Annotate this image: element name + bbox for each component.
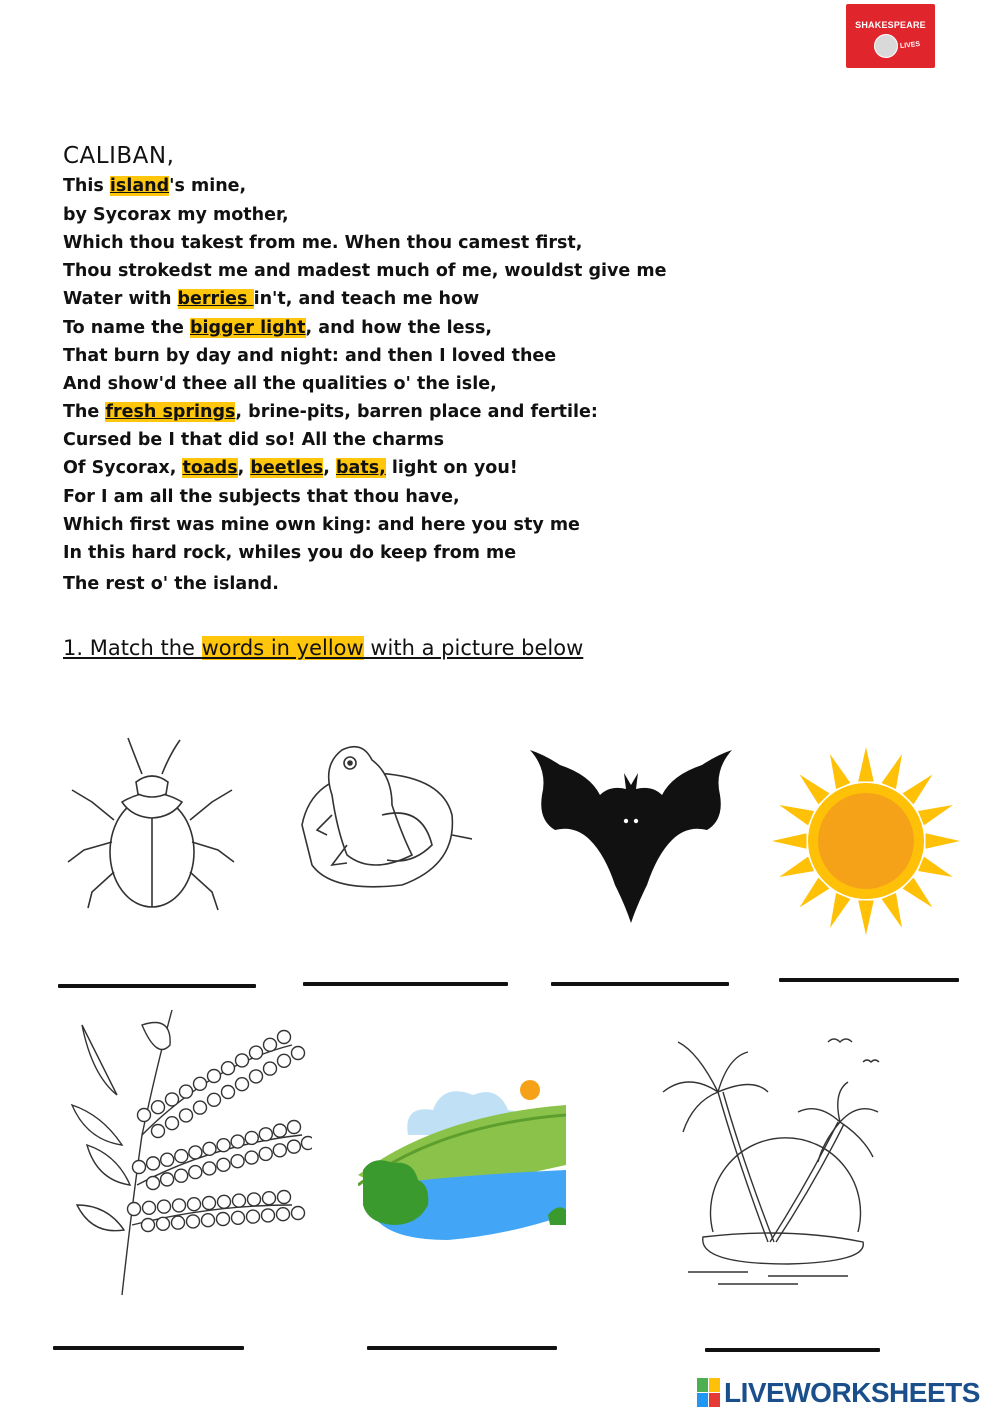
berry — [161, 1153, 174, 1166]
berry — [161, 1173, 174, 1186]
answer-line[interactable] — [58, 984, 256, 988]
poem-text-segment: And show'd thee all the qualities o' the isle, — [63, 374, 497, 394]
sun-ray — [903, 775, 933, 805]
spring-landscape-icon — [358, 1075, 566, 1250]
berry — [278, 1031, 291, 1044]
berry — [288, 1121, 301, 1134]
berry — [158, 1200, 171, 1213]
poem-text-segment: Thou strokedst me and madest much of me, wouldst give me — [63, 261, 667, 281]
answer-line[interactable] — [779, 978, 959, 982]
poem-text-segment: , and how the less, — [305, 318, 493, 338]
berry — [273, 1144, 286, 1157]
berry — [128, 1203, 141, 1216]
highlighted-word: bigger light — [189, 318, 306, 338]
berry — [180, 1109, 193, 1122]
poem-text-segment: , brine-pits, barren place and fertile: — [235, 402, 598, 422]
berry — [245, 1151, 258, 1164]
instruction-after: with a picture below — [363, 636, 584, 660]
sun-ray — [830, 754, 850, 789]
berry — [263, 1192, 276, 1205]
poem-text-segment: Cursed be I that did so! All the charms — [63, 430, 445, 450]
poem-text-segment: 's mine, — [169, 176, 247, 196]
sun-ray — [918, 805, 953, 825]
berry — [231, 1155, 244, 1168]
poem-text-segment: To name the — [63, 318, 190, 338]
berry — [277, 1208, 290, 1221]
poem-line — [63, 430, 444, 450]
poem-text-segment: in't, and teach me how — [253, 289, 480, 309]
berry — [203, 1142, 216, 1155]
poem-line — [63, 176, 246, 196]
poem-text-segment: Which first was mine own king: and here you sty me — [63, 515, 580, 535]
berry — [189, 1146, 202, 1159]
beetle-icon — [62, 732, 242, 922]
poem-line — [63, 543, 516, 563]
berry — [203, 1162, 216, 1175]
berry — [222, 1062, 235, 1075]
berry — [264, 1062, 277, 1075]
berry — [138, 1109, 151, 1122]
answer-line[interactable] — [705, 1348, 880, 1352]
berry — [208, 1093, 221, 1106]
berry — [217, 1158, 230, 1171]
sun-ray — [918, 857, 953, 877]
berry — [259, 1147, 272, 1160]
poem-line — [63, 515, 580, 535]
berry — [142, 1219, 155, 1232]
berry — [133, 1161, 146, 1174]
highlighted-word: fresh springs — [105, 402, 236, 422]
berry — [175, 1169, 188, 1182]
berry — [259, 1128, 272, 1141]
berry — [194, 1077, 207, 1090]
sun-ray — [858, 900, 874, 935]
berry — [166, 1093, 179, 1106]
poem-text-segment: In this hard rock, whiles you do keep from me — [63, 543, 517, 563]
poem-line — [63, 205, 289, 225]
sun-ray — [800, 878, 830, 908]
berry — [273, 1124, 286, 1137]
instruction-highlight: words in yellow — [201, 636, 364, 660]
poem-line — [63, 346, 556, 366]
sun-ray — [772, 833, 807, 849]
berry — [292, 1207, 305, 1220]
liveworksheets-logo-icon — [697, 1378, 721, 1408]
berry — [217, 1213, 230, 1226]
poem-text-segment: , — [323, 458, 337, 478]
shakespeare-portrait-icon — [874, 34, 898, 58]
poem-text-segment: Which thou takest from me. When thou camest first, — [63, 233, 583, 253]
berry — [172, 1216, 185, 1229]
berry — [302, 1137, 313, 1150]
poem-text-segment: Of Sycorax, — [63, 458, 183, 478]
berry — [147, 1157, 160, 1170]
berry — [208, 1070, 221, 1083]
poem-text-segment: light on you! — [385, 458, 518, 478]
answer-line[interactable] — [303, 982, 508, 986]
poem-text-segment: by Sycorax my mother, — [63, 205, 289, 225]
poem-text-segment: That burn by day and night: and then I loved thee — [63, 346, 557, 366]
berry — [232, 1211, 245, 1224]
sun-ray — [858, 747, 874, 782]
sun-icon — [770, 745, 962, 937]
sun-ray — [779, 805, 814, 825]
frog-icon — [292, 735, 472, 895]
berry — [187, 1215, 200, 1228]
answer-line[interactable] — [53, 1346, 244, 1350]
berry — [189, 1166, 202, 1179]
sun-ray — [925, 833, 960, 849]
berry — [217, 1139, 230, 1152]
berry — [247, 1210, 260, 1223]
berry — [236, 1054, 249, 1067]
berry — [194, 1101, 207, 1114]
instruction-text — [63, 636, 583, 660]
answer-line[interactable] — [367, 1346, 557, 1350]
berry — [152, 1125, 165, 1138]
berry — [180, 1085, 193, 1098]
berry — [202, 1214, 215, 1227]
berry — [147, 1177, 160, 1190]
highlighted-word: beetles — [250, 458, 324, 478]
highlighted-word: bats, — [336, 458, 386, 478]
poem-line — [63, 458, 518, 478]
berry — [292, 1047, 305, 1060]
berry — [157, 1217, 170, 1230]
poem-line — [63, 233, 582, 253]
poem-text-segment: Water with — [63, 289, 178, 309]
berry — [236, 1078, 249, 1091]
highlighted-word: toads — [182, 458, 238, 478]
palm-island-icon — [658, 1032, 880, 1292]
sun-ray — [830, 893, 850, 928]
poem-line — [63, 289, 479, 309]
poem-text-segment: , — [237, 458, 251, 478]
sun-ray — [903, 878, 933, 908]
poem-line — [63, 374, 497, 394]
poem-line — [63, 487, 460, 507]
berry — [222, 1086, 235, 1099]
page-title: CALIBAN, — [63, 143, 175, 169]
berry — [152, 1101, 165, 1114]
highlighted-word: island — [109, 176, 170, 196]
sun-ray — [882, 754, 902, 789]
berry — [203, 1197, 216, 1210]
poem-text-segment: The rest o' the island. — [63, 574, 279, 594]
liveworksheets-brand — [697, 1375, 980, 1411]
instruction-before: 1. Match the — [63, 636, 202, 660]
poem-text-segment: This — [63, 176, 110, 196]
poem-line — [63, 318, 492, 338]
answer-line[interactable] — [551, 982, 729, 986]
liveworksheets-label: LIVEWORKSHEETS — [724, 1377, 980, 1408]
berry — [175, 1150, 188, 1163]
berry — [287, 1140, 300, 1153]
poem-text-segment: The — [63, 402, 106, 422]
sun-ray — [800, 775, 830, 805]
berry — [264, 1038, 277, 1051]
logo-text: SHAKESPEARE — [855, 20, 926, 30]
highlighted-word: berries — [177, 289, 254, 309]
berry — [245, 1131, 258, 1144]
poem-text-segment: For I am all the subjects that thou have, — [63, 487, 460, 507]
berry — [262, 1209, 275, 1222]
bat-icon — [530, 745, 732, 925]
logo-subtext: LIVES — [899, 40, 921, 51]
sun-ray — [882, 893, 902, 928]
berry — [278, 1054, 291, 1067]
berry — [278, 1191, 291, 1204]
poem-line — [63, 261, 666, 281]
shakespeare-lives-logo — [846, 4, 935, 68]
berry — [248, 1193, 261, 1206]
berry — [218, 1195, 231, 1208]
berries-icon — [62, 1005, 312, 1300]
berry — [250, 1070, 263, 1083]
berry — [250, 1046, 263, 1059]
berry — [231, 1135, 244, 1148]
sun-ray — [779, 857, 814, 877]
poem-line — [63, 402, 598, 422]
poem-line — [63, 574, 279, 594]
berry — [233, 1194, 246, 1207]
berry — [188, 1198, 201, 1211]
berry — [166, 1117, 179, 1130]
berry — [143, 1201, 156, 1214]
berry — [173, 1199, 186, 1212]
